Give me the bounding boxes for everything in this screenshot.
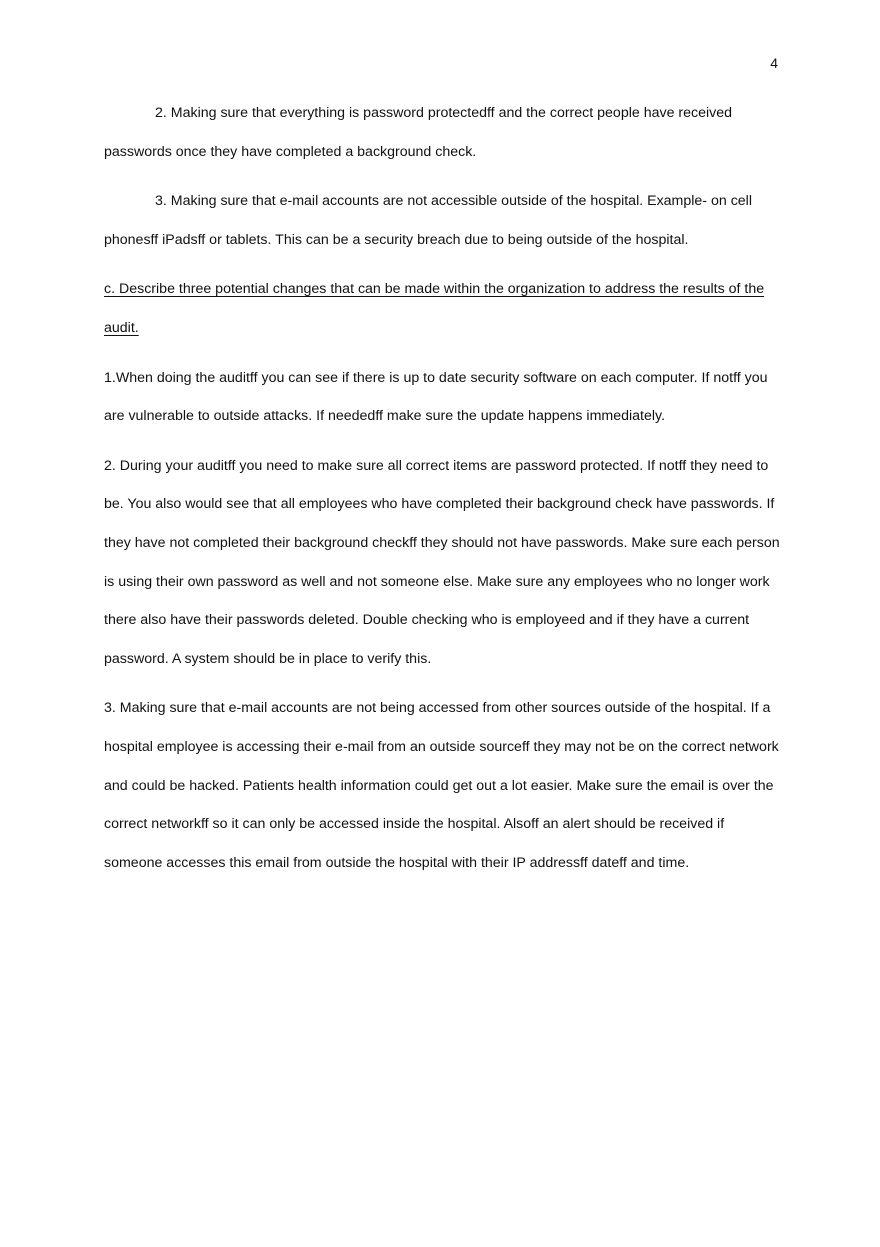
paragraph-email-access: 3. Making sure that e-mail accounts are not accessible outside of the hospital. Example- on cell phonesff iPadsff or tablets. This can be a security breach due to being outside of the hospital. xyxy=(104,193,752,248)
document-body xyxy=(104,94,780,893)
paragraph-change-1: 1.When doing the auditff you can see if there is up to date security software on each computer. If notff you are vulnerable to outside attacks. If neededff make sure the update happens immediately. xyxy=(104,369,768,425)
paragraph-change-3: 3. Making sure that e-mail accounts are not being accessed from other sources outside of the hospital. If a hospital employee is accessing their e-mail from an outside sourceff they may not be on the correct network and could be hacked. Patients health information could get out a lot easier. Make sure the email is over the correct networkff so it can only be accessed inside the hospital. Alsoff an alert should be received if someone accesses this email from outside the hospital with their IP addressff dateff and time. xyxy=(104,700,779,871)
paragraph-change-2: 2. During your auditff you need to make sure all correct items are password protected. If notff they need to be. You also would see that all employees who have completed their background check have passwords. If they have not completed their background checkff they should not have passwords. Make sure each person is using their own password as well and not someone else. Make sure any employees who no longer work there also have their passwords deleted. Double checking who is employeed and if they have a current password. A system should be in place to verify this. xyxy=(104,457,780,667)
section-heading-c: c. Describe three potential changes that can be made within the organization to address the results of the audit. xyxy=(104,281,765,336)
page-number: 4 xyxy=(770,55,778,71)
paragraph-password-protection: 2. Making sure that everything is password protectedff and the correct people have received passwords once they have completed a background check. xyxy=(104,105,733,160)
